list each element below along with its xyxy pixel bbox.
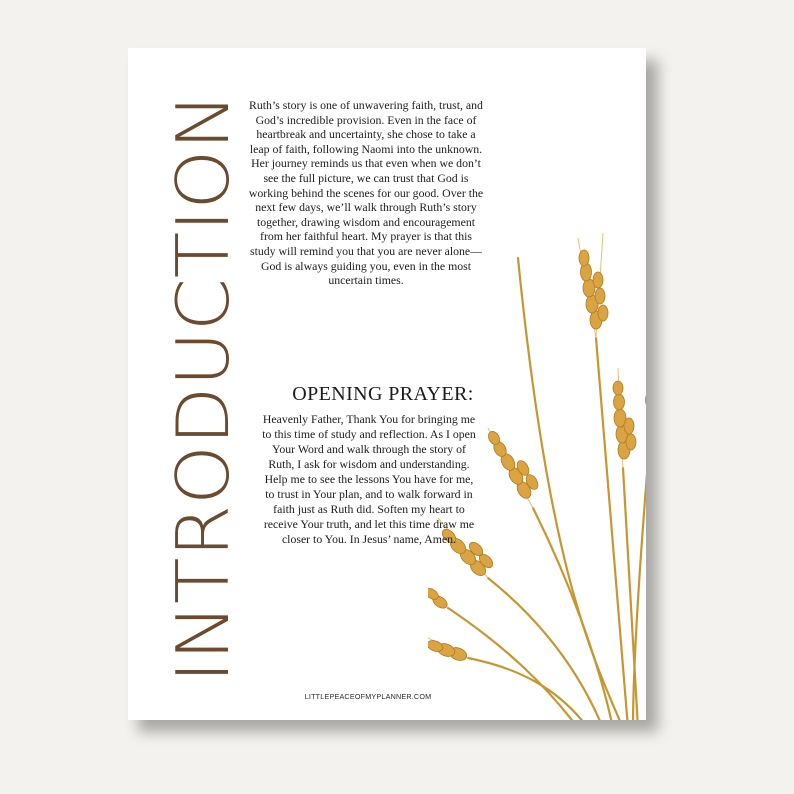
printable-page [128, 48, 646, 720]
intro-paragraph: Ruth’s story is one of unwavering faith, trust, and God’s incredible provision. Even in the face of heartbreak and uncertainty, she chose to take a leap of faith, following Naomi into the unknown. Her journey reminds us that even when we don’t see the full picture, we can trust that God is working behind the scenes for our good. Over the next few days, we’ll walk through Ruth’s story together, drawing wisdom and encouragement from her faithful heart. My prayer is that this study will remind you that you are never alone—God is always guiding you, even in the most uncertain times. [248, 98, 484, 288]
website-footer: LITTLEPEACEOFMYPLANNER.COM [304, 692, 432, 701]
prayer-paragraph: Heavenly Father, Thank You for bringing me to this time of study and reflection. As I open Your Word and walk through the story of Ruth, I ask for wisdom and understanding. Help me to see the lessons You have for me, to trust in Your plan, and to walk forward in faith just as Ruth did. Soften my heart to receive Your truth, and let this time draw me closer to You. In Jesus’ name, Amen. [262, 412, 476, 546]
page-title: INTRODUCTION [161, 123, 245, 683]
prayer-heading: OPENING PRAYER: [292, 383, 474, 405]
vertical-title [136, 93, 256, 683]
